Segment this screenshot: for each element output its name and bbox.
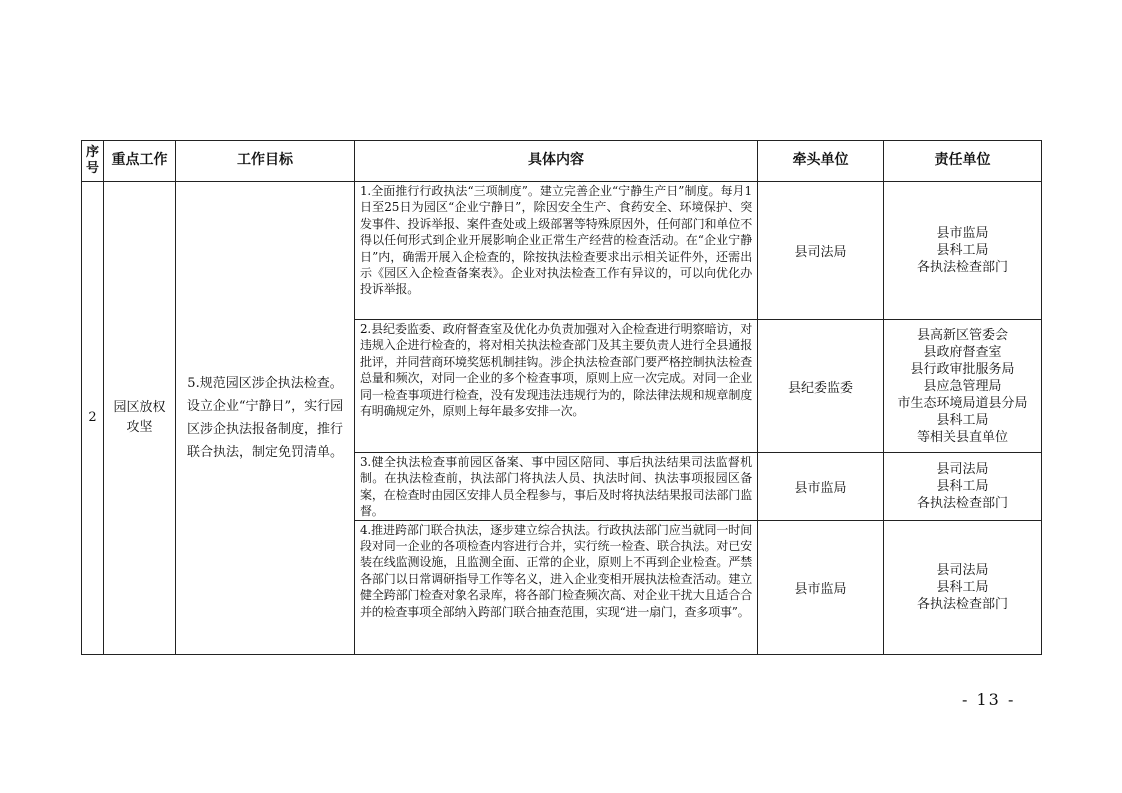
lead-unit-4: 县市监局 <box>758 520 884 654</box>
header-goal: 工作目标 <box>176 141 355 182</box>
responsible-units-4 <box>884 520 1042 654</box>
responsible-unit: 县司法局 <box>936 562 989 578</box>
lead-unit-3: 县市监局 <box>758 453 884 521</box>
responsible-unit: 县行政审批服务局 <box>910 361 1015 377</box>
header-seq: 序号 <box>82 141 104 182</box>
header-content: 具体内容 <box>355 141 758 182</box>
responsible-unit: 县高新区管委会 <box>916 327 1008 343</box>
responsible-unit: 市生态环境局道县分局 <box>897 395 1028 411</box>
responsible-units-3 <box>884 453 1042 521</box>
content-item-4: 4.推进跨部门联合执法，逐步建立综合执法。行政执法部门应当就同一时间段对同一企业的各项检查内容进行合并，实行统一检查、联合执法。对已安装在线监测设施，且监测全面、正常的企业，原则上不再到企业检查。严禁各部门以日常调研指导工作等名义，进入企业变相开展执法检查活动。建立健全跨部门检查对象名录库，将各部门检查频次高、对企业干扰大且适合合并的检查事项全部纳入跨部门联合抽查范围，实现“进一扇门，查多项事”。 <box>355 520 758 654</box>
content-item-1: 1.全面推行行政执法“三项制度”。建立完善企业“宁静生产日”制度。每月1日至25日为园区“企业宁静日”，除因安全生产、食药安全、环境保护、突发事件、投诉举报、案件查处或上级部署等特殊原因外，任何部门和单位不得以任何形式到企业开展影响企业正常生产经营的检查活动。在“企业宁静日”内，确需开展入企检查的，除按执法检查要求出示相关证件外，还需出示《园区入企检查备案表》。企业对执法检查工作有异议的，可以向优化办投诉举报。 <box>355 182 758 320</box>
responsible-unit: 各执法检查部门 <box>916 495 1008 511</box>
responsible-unit: 县科工局 <box>936 579 989 595</box>
table-row <box>82 182 1042 320</box>
row-goal: 5.规范园区涉企执法检查。设立企业“宁静日”，实行园区涉企执法报备制度，推行联合执法，制定免罚清单。 <box>176 182 355 655</box>
responsible-unit: 各执法检查部门 <box>916 260 1008 275</box>
responsible-unit: 县司法局 <box>936 461 989 477</box>
responsible-unit: 县应急管理局 <box>923 378 1002 394</box>
responsible-unit: 县市监局 <box>936 226 989 241</box>
content-item-2: 2.县纪委监委、政府督查室及优化办负责加强对入企检查进行明察暗访，对违规入企进行检查的，将对相关执法检查部门及其主要负责人进行全县通报批评，并同营商环境奖惩机制挂钩。涉企执法检查部门要严格控制执法检查总量和频次，对同一企业的多个检查事项，原则上应一次完成。对同一企业同一检查事项进行检查，没有发现违法违规行为的，除法律法规和规章制度有明确规定外，原则上每年最多安排一次。 <box>355 320 758 453</box>
task-table <box>81 140 1042 655</box>
responsible-unit: 县政府督查室 <box>923 344 1002 360</box>
header-responsible-unit: 责任单位 <box>884 141 1042 182</box>
header-row <box>82 141 1042 182</box>
header-key-work: 重点工作 <box>104 141 176 182</box>
page-number: - 13 - <box>962 690 1016 709</box>
responsible-unit: 县科工局 <box>936 243 989 258</box>
responsible-unit: 等相关县直单位 <box>916 429 1008 445</box>
responsible-unit: 各执法检查部门 <box>916 596 1008 612</box>
lead-unit-2: 县纪委监委 <box>758 320 884 453</box>
lead-unit-1: 县司法局 <box>758 182 884 320</box>
responsible-unit: 县科工局 <box>936 412 989 428</box>
responsible-units-2 <box>884 320 1042 453</box>
row-key-work: 园区放权攻坚 <box>104 182 176 655</box>
responsible-units-1 <box>884 182 1042 320</box>
header-lead-unit: 牵头单位 <box>758 141 884 182</box>
row-seq: 2 <box>82 182 104 655</box>
responsible-unit: 县科工局 <box>936 478 989 494</box>
content-item-3: 3.健全执法检查事前园区备案、事中园区陪同、事后执法结果司法监督机制。在执法检查前，执法部门将执法人员、执法时间、执法事项报园区备案，在检查时由园区安排人员全程参与，事后及时将执法结果报司法部门监督。 <box>355 453 758 521</box>
